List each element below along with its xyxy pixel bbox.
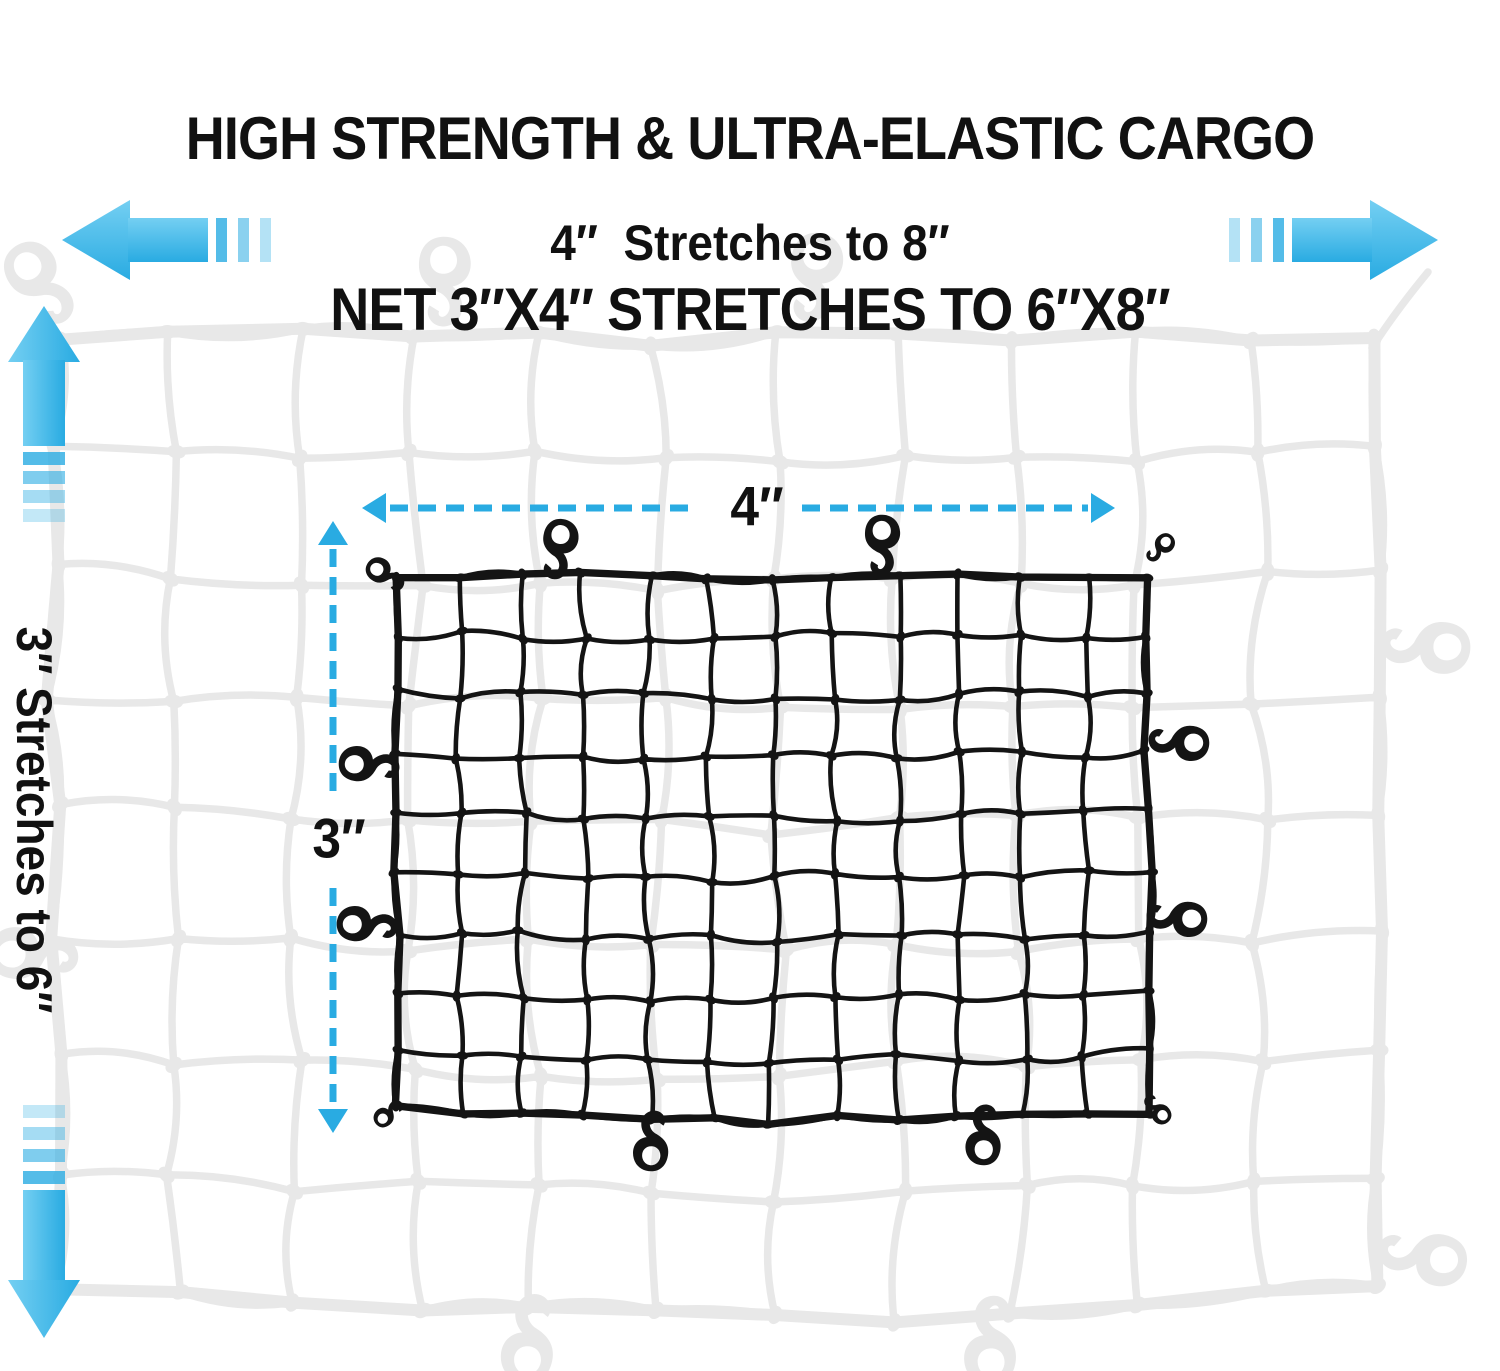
cargo-hook-icon [1147, 902, 1208, 937]
cargo-hook-icon [339, 746, 400, 781]
title-line-1: HIGH STRENGTH & ULTRA-ELASTIC CARGO [185, 105, 1315, 172]
cargo-hook-icon [370, 1094, 407, 1131]
width-dimension-label: 4″ [730, 474, 784, 538]
title-line-2: NET 3″X4″ STRETCHES TO 6″X8″ [330, 276, 1170, 343]
cargo-hook-icon [1149, 726, 1210, 761]
cargo-hook-icon [337, 906, 398, 941]
height-dimension-label: 3″ [312, 806, 366, 870]
cargo-hook-icon [1143, 529, 1179, 567]
cargo-hook-icon [1380, 621, 1471, 676]
vertical-stretch-label: 3″ Stretches to 6″ [6, 626, 62, 1014]
gray-net-mesh [47, 326, 1384, 1323]
cargo-hook-icon [1375, 1229, 1469, 1289]
cargo-hook-icon [962, 1295, 1017, 1371]
horizontal-stretch-label: 4″ Stretches to 8″ [550, 215, 950, 271]
